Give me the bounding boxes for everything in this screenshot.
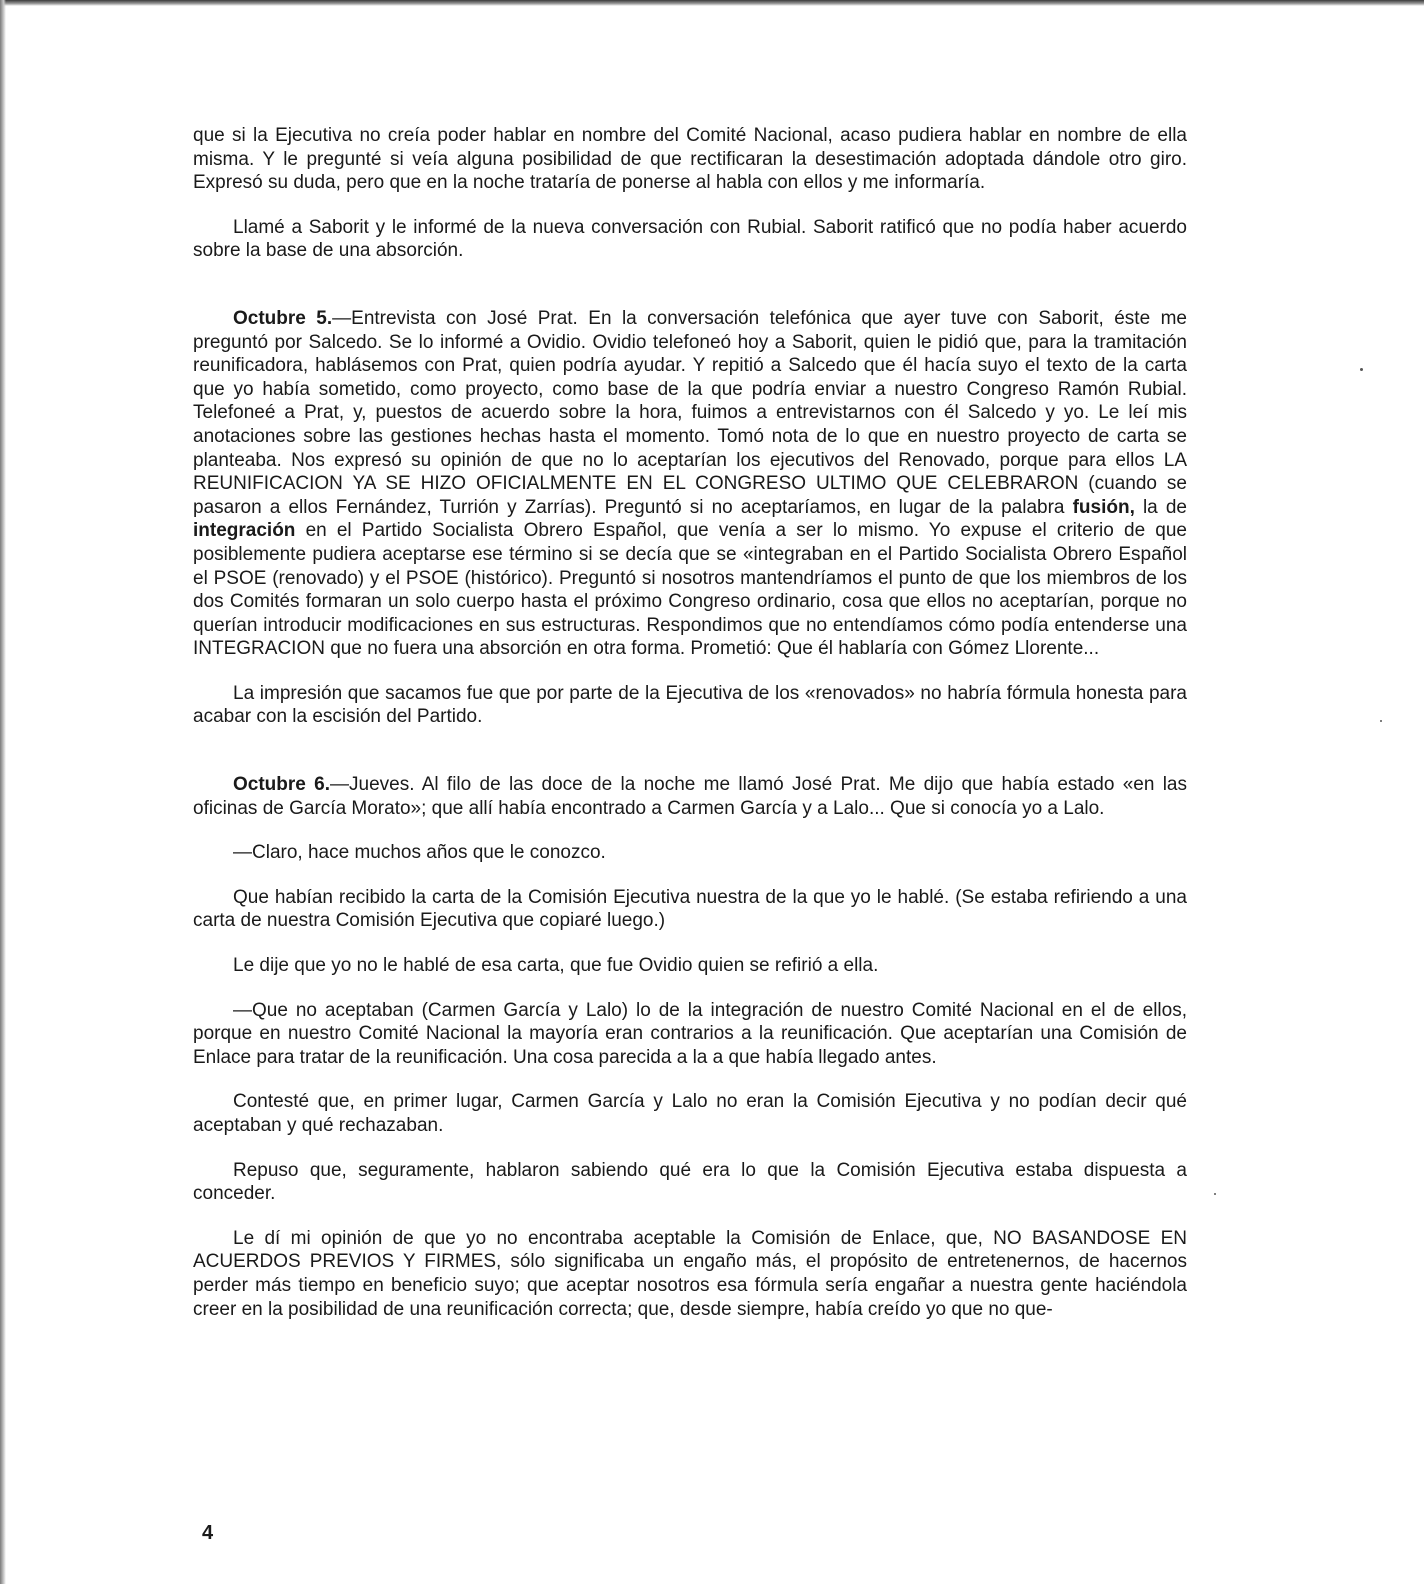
scan-speck — [1380, 720, 1382, 722]
entry-text: en el Partido Socialista Obrero Español, que venía a ser lo mismo. Yo expuse el criterio de que posiblemente pudiera aceptarse ese término si se decía que se «integraban en el Partido Socialista Obrero Español el PSOE (renovado) y el PSOE (histórico). Preguntó si nosotros mantendríamos el punto de que los miembros de los dos Comités formaran un solo cuerpo hasta el próximo Congreso ordinario, cosa que ellos no aceptarían, porque no querían introducir modificaciones en sus estructuras. Respondimos que no entendíamos cómo podía entenderse una INTEGRACION que no fuera una absorción en otra forma. Prometió: Que él hablaría con Gómez Llorente... — [193, 520, 1187, 660]
paragraph-continuation: que si la Ejecutiva no creía poder hablar en nombre del Comité Nacional, acaso pudiera hablar en nombre de ella misma. Y le pregunté si veía alguna posibilidad de que rectificaran la desestimación adoptada dándole otro giro. Expresó su duda, pero que en la noche trataría de ponerse al habla con ellos y me informaría. — [193, 125, 1187, 194]
scan-top-edge — [0, 0, 1424, 6]
entry-date: Octubre 6. — [233, 774, 330, 796]
entry-octubre-5 — [193, 307, 1187, 661]
entry-octubre-6 — [193, 773, 1187, 820]
paragraph-saborit-call: Llamé a Saborit y le informé de la nueva conversación con Rubial. Saborit ratificó que no podía haber acuerdo sobre la base de una absorción. — [193, 216, 1187, 262]
entry-date: Octubre 5. — [233, 307, 333, 329]
paragraph-no-aceptaban: —Que no aceptaban (Carmen García y Lalo) lo de la integración de nuestro Comité Nacional en el de ellos, porque en nuestro Comité Nacional la mayoría eran contrarios a la reunificación. Que aceptarían una Comisión de Enlace para tratar de la reunificación. Una cosa parecida a la a que había llegado antes. — [193, 999, 1187, 1068]
paragraph-carta: Que habían recibido la carta de la Comisión Ejecutiva nuestra de la que yo le hablé. (Se estaba refiriendo a una carta de nuestra Comisión Ejecutiva que copiaré luego.) — [193, 886, 1187, 932]
body-text — [193, 124, 1187, 1342]
paragraph-ovidio: Le dije que yo no le hablé de esa carta, que fue Ovidio quien se refirió a ella. — [233, 955, 879, 977]
entry-text: —Entrevista con José Prat. En la conversación telefónica que ayer tuve con Saborit, éste me preguntó por Salcedo. Se lo informé a Ovidio. Ovidio telefoneó hoy a Saborit, quien le pidió que, para la tramitación reunificadora, hablásemos con Prat, quien podría ayudar. Y repitió a Salcedo que él hacía suyo el texto de la carta que yo había sometido, como proyecto, como base de la que podría enviar a nuestro Congreso Ramón Rubial. Telefoneé a Prat, y, puestos de acuerdo sobre la hora, fuimos a entrevistarnos con él Salcedo y yo. Le leí mis anotaciones sobre las gestiones hechas hasta el momento. Tomó nota de lo que en nuestro proyecto de carta se planteaba. Nos expresó su opinión de que no lo aceptarían los ejecutivos del Renovado, porque para ellos LA REUNIFICACION YA SE HIZO OFICIALMENTE EN EL CONGRESO ULTIMO QUE CELEBRARON (cuando se pasaron a ellos Fernández, Turrión y Zarrías). Preguntó si no aceptaríamos, en lugar de la palabra — [193, 307, 1187, 518]
paragraph-repuso: Repuso que, seguramente, hablaron sabiendo qué era lo que la Comisión Ejecutiva estaba dispuesta a conceder. — [193, 1159, 1187, 1205]
paragraph-dialogue-claro: —Claro, hace muchos años que le conozco. — [233, 842, 606, 864]
term-fusion: fusión, — [1072, 496, 1135, 518]
entry-text: la de — [1134, 496, 1187, 518]
scan-left-edge — [0, 0, 6, 1584]
paragraph-impression: La impresión que sacamos fue que por parte de la Ejecutiva de los «renovados» no habría fórmula honesta para acabar con la escisión del Partido. — [193, 682, 1187, 728]
entry-text: —Jueves. Al filo de las doce de la noche me llamó José Prat. Me dijo que había estado «en las oficinas de García Morato»; que allí había encontrado a Carmen García y a Lalo... Que si conocía yo a Lalo. — [193, 774, 1187, 819]
scan-speck — [1214, 1193, 1216, 1195]
term-integracion: integración — [193, 520, 296, 542]
paragraph-conteste: Contesté que, en primer lugar, Carmen García y Lalo no eran la Comisión Ejecutiva y no podían decir qué aceptaban y qué rechazaban. — [193, 1091, 1187, 1136]
page-number: 4 — [202, 1522, 214, 1544]
paragraph-opinion: Le dí mi opinión de que yo no encontraba aceptable la Comisión de Enlace, que, NO BASANDOSE EN ACUERDOS PREVIOS Y FIRMES, sólo significaba un engaño más, el propósito de entretenernos, de hacernos perder más tiempo en beneficio suyo; que aceptar nosotros esa fórmula sería engañar a nuestra gente haciéndola creer en la posibilidad de una reunificación correcta; que, desde siempre, había creído yo que no que- — [193, 1227, 1187, 1320]
scan-speck — [1360, 368, 1363, 371]
